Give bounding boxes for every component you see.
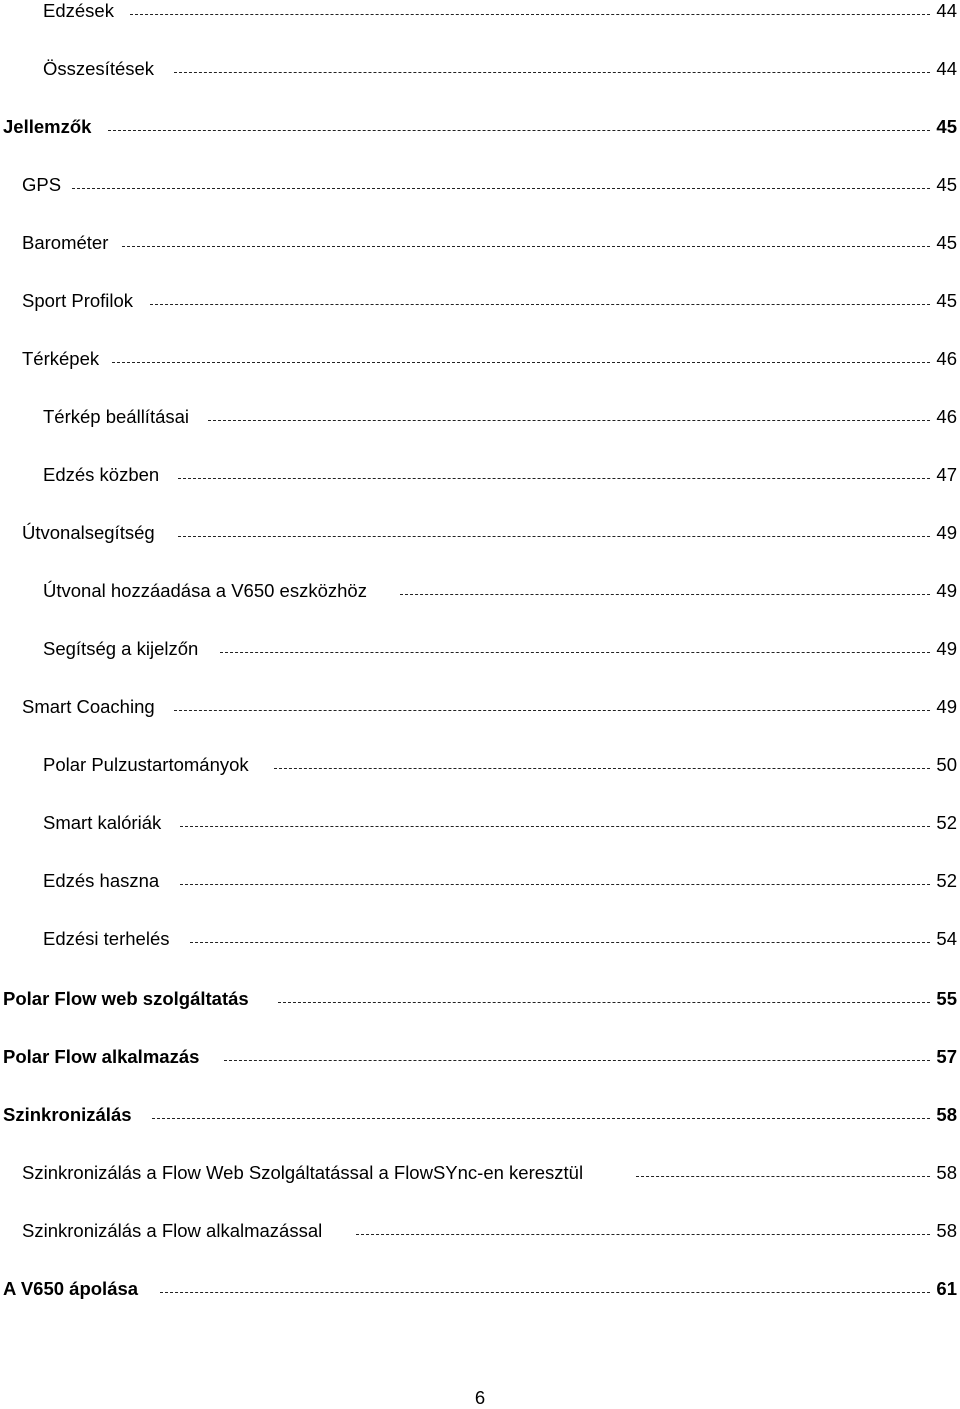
toc-leader-dots — [208, 420, 930, 421]
toc-entry-page: 52 — [936, 812, 957, 833]
toc-entry-title: Szinkronizálás — [3, 1104, 140, 1126]
toc-entry-title: Polar Flow web szolgáltatás — [3, 988, 257, 1010]
toc-entry[interactable] — [0, 754, 960, 778]
toc-entry-title: Edzési terhelés — [43, 928, 177, 950]
toc-entry-page: 45 — [936, 290, 957, 311]
toc-entry-title: Barométer — [22, 232, 116, 254]
toc-leader-dots — [160, 1292, 930, 1293]
toc-leader-dots — [180, 884, 930, 885]
toc-entry[interactable] — [0, 116, 960, 140]
toc-leader-dots — [356, 1234, 930, 1235]
toc-leader-dots — [274, 768, 930, 769]
toc-leader-dots — [400, 594, 930, 595]
toc-entry[interactable] — [0, 870, 960, 894]
toc-leader-dots — [180, 826, 930, 827]
toc-entry-page: 47 — [936, 464, 957, 485]
toc-leader-dots — [112, 362, 930, 363]
toc-entry-page: 46 — [936, 348, 957, 369]
toc-entry-page: 49 — [936, 638, 957, 659]
toc-entry[interactable] — [0, 580, 960, 604]
toc-entry-page: 52 — [936, 870, 957, 891]
toc-entry[interactable] — [0, 696, 960, 720]
toc-entry-title: Összesítések — [43, 58, 162, 80]
toc-entry[interactable] — [0, 232, 960, 256]
toc-entry-title: A V650 ápolása — [3, 1278, 146, 1300]
toc-entry-page: 49 — [936, 580, 957, 601]
toc-entry-title: Smart Coaching — [22, 696, 163, 718]
toc-entry-page: 45 — [936, 116, 957, 137]
toc-entry[interactable] — [0, 348, 960, 372]
toc-entry-title: GPS — [22, 174, 69, 196]
toc-entry-title: Edzések — [43, 0, 122, 22]
toc-entry-page: 50 — [936, 754, 957, 775]
toc-entry[interactable] — [0, 1046, 960, 1070]
toc-leader-dots — [190, 942, 930, 943]
toc-entry[interactable] — [0, 58, 960, 82]
toc-entry-page: 49 — [936, 696, 957, 717]
toc-entry[interactable] — [0, 1278, 960, 1302]
toc-leader-dots — [72, 188, 930, 189]
toc-leader-dots — [636, 1176, 930, 1177]
toc-entry-page: 45 — [936, 232, 957, 253]
toc-entry-page: 44 — [936, 0, 957, 21]
toc-entry-title: Térképek — [22, 348, 107, 370]
toc-entry-title: Szinkronizálás a Flow alkalmazással — [22, 1220, 330, 1242]
toc-entry-title: Jellemzők — [3, 116, 99, 138]
toc-entry-title: Segítség a kijelzőn — [43, 638, 206, 660]
toc-entry[interactable] — [0, 1104, 960, 1128]
toc-entry-page: 49 — [936, 522, 957, 543]
toc-entry-title: Polar Pulzustartományok — [43, 754, 257, 776]
toc-entry-page: 46 — [936, 406, 957, 427]
toc-entry-page: 45 — [936, 174, 957, 195]
toc-entry-title: Edzés közben — [43, 464, 167, 486]
toc-entry-page: 58 — [936, 1162, 957, 1183]
toc-leader-dots — [278, 1002, 930, 1003]
toc-entry[interactable] — [0, 174, 960, 198]
toc-leader-dots — [130, 14, 930, 15]
toc-entry-page: 61 — [936, 1278, 957, 1299]
toc-leader-dots — [174, 72, 930, 73]
toc-entry[interactable] — [0, 638, 960, 662]
toc-entry[interactable] — [0, 0, 960, 24]
toc-leader-dots — [108, 130, 930, 131]
toc-leader-dots — [150, 304, 930, 305]
toc-entry[interactable] — [0, 988, 960, 1012]
toc-entry[interactable] — [0, 522, 960, 546]
toc-entry-title: Edzés haszna — [43, 870, 167, 892]
toc-leader-dots — [174, 710, 930, 711]
page-number: 6 — [474, 1387, 486, 1408]
toc-leader-dots — [220, 652, 930, 653]
toc-leader-dots — [122, 246, 930, 247]
toc-entry-page: 54 — [936, 928, 957, 949]
toc-entry-title: Sport Profilok — [22, 290, 141, 312]
toc-entry-title: Polar Flow alkalmazás — [3, 1046, 207, 1068]
toc-leader-dots — [178, 478, 930, 479]
toc-entry-title: Szinkronizálás a Flow Web Szolgáltatással a FlowSYnc-en keresztül — [22, 1162, 591, 1184]
toc-entry-title: Térkép beállításai — [43, 406, 197, 428]
toc-entry-page: 44 — [936, 58, 957, 79]
toc-entry-page: 58 — [936, 1104, 957, 1125]
toc-entry[interactable] — [0, 406, 960, 430]
toc-leader-dots — [152, 1118, 930, 1119]
toc-entry-title: Smart kalóriák — [43, 812, 169, 834]
toc-entry-page: 57 — [936, 1046, 957, 1067]
toc-entry-title: Útvonal hozzáadása a V650 eszközhöz — [43, 580, 375, 602]
toc-entry-title: Útvonalsegítség — [22, 522, 163, 544]
toc-entry-page: 55 — [936, 988, 957, 1009]
toc-entry[interactable] — [0, 812, 960, 836]
toc-leader-dots — [178, 536, 930, 537]
toc-entry[interactable] — [0, 928, 960, 952]
toc-entry[interactable] — [0, 290, 960, 314]
toc-entry[interactable] — [0, 1220, 960, 1244]
toc-leader-dots — [224, 1060, 930, 1061]
toc-entry-page: 58 — [936, 1220, 957, 1241]
toc-entry[interactable] — [0, 1162, 960, 1186]
toc-entry[interactable] — [0, 464, 960, 488]
